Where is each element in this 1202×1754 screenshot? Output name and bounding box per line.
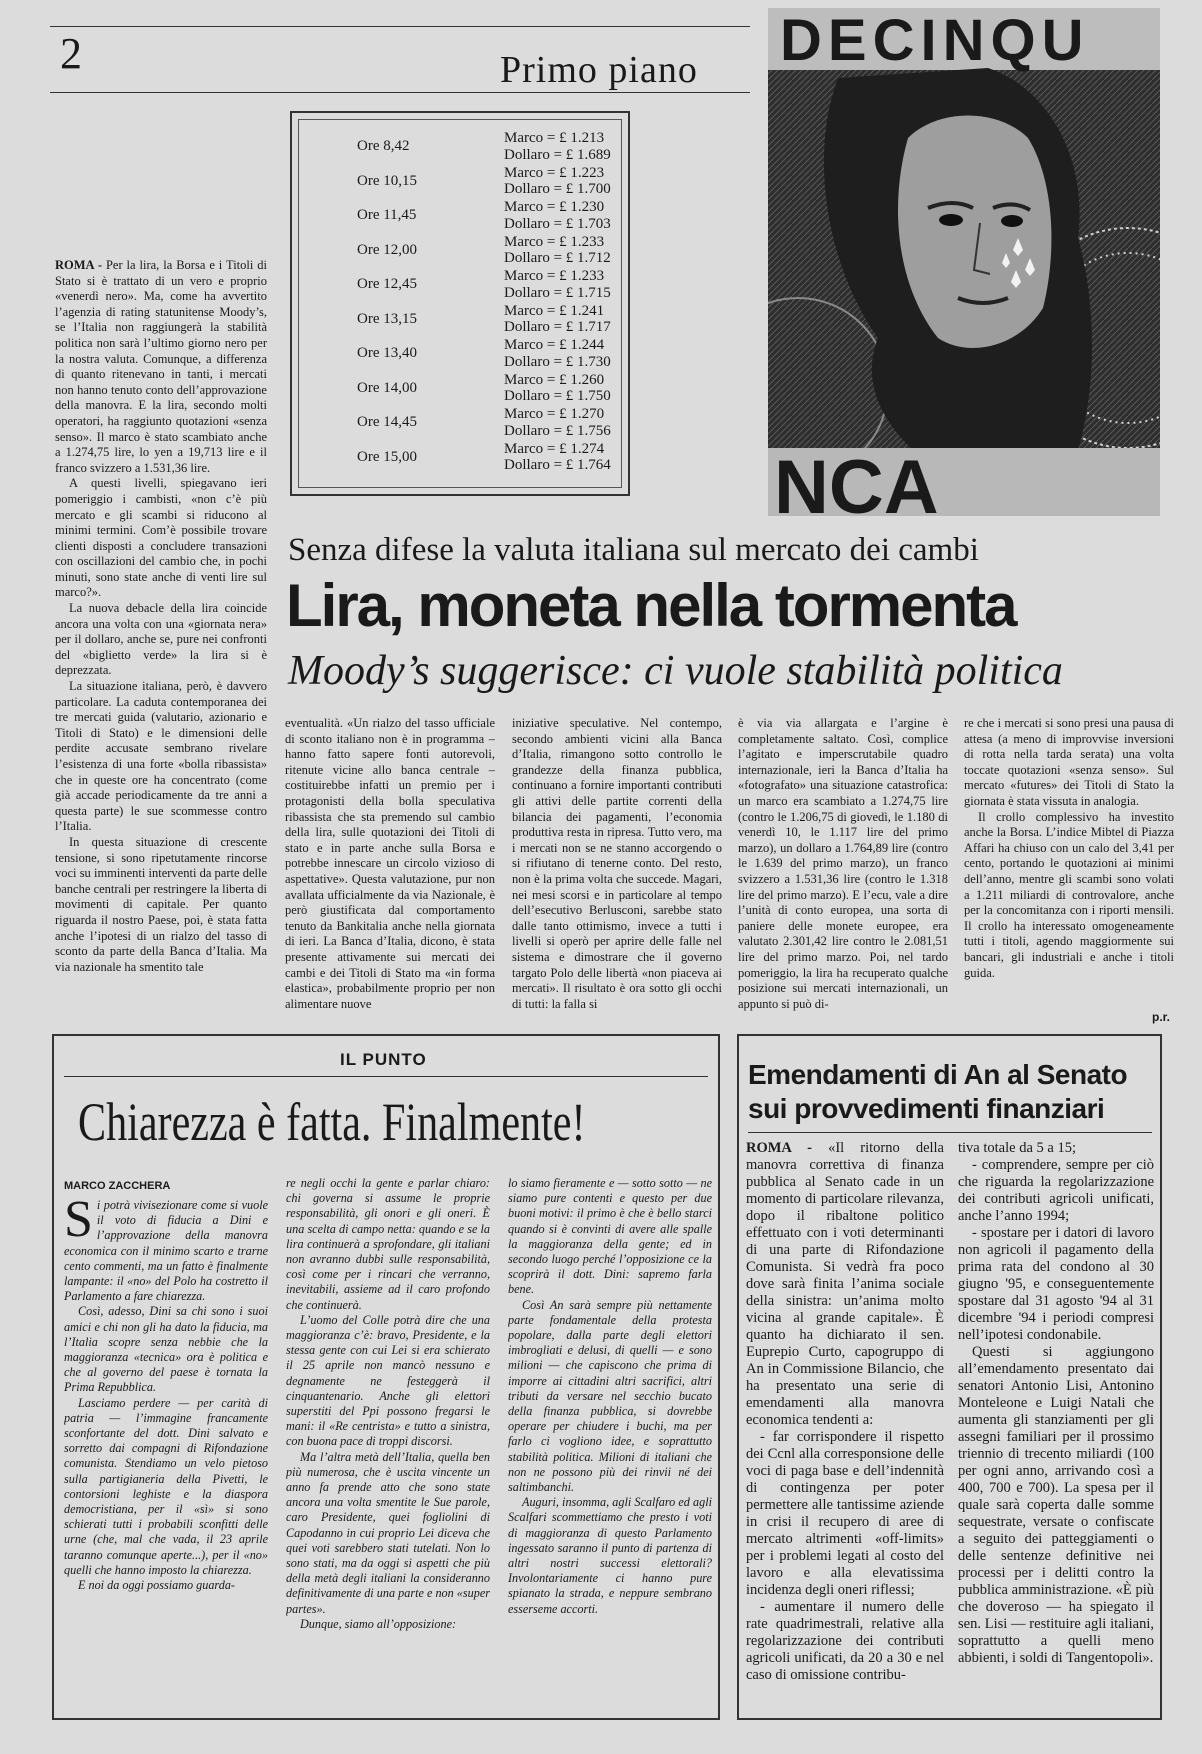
il-punto-paragraph: E noi da oggi possiamo guarda- (78, 1578, 235, 1593)
rate-marco: Marco = £ 1.233 (504, 233, 605, 250)
emendamenti-dateline: ROMA - (746, 1140, 813, 1156)
emendamenti-paragraph: - spostare per i datori di lavoro non agricoli il pagamento della prima rata del condono al 30 giugno '95, e conseguentemente spostare dal 31 agosto '94 al 31 dicembre '94 i periodi compresi nell’ipotesi condonabile. (958, 1225, 1154, 1343)
rate-marco: Marco = £ 1.213 (504, 130, 605, 146)
rate-time: Ore 8,42 (357, 138, 410, 154)
rate-dollaro: Dollaro = £ 1.715 (504, 284, 611, 301)
article-signature: p.r. (1152, 1010, 1171, 1024)
banknote-illustration (768, 8, 1160, 516)
rate-marco: Marco = £ 1.274 (504, 440, 605, 457)
rate-dollaro: Dollaro = £ 1.750 (504, 388, 611, 404)
banknote-bottom-text: NCA (774, 445, 939, 516)
article-headline: Lira, moneta nella tormenta (286, 572, 1016, 639)
rate-marco: Marco = £ 1.244 (504, 337, 605, 353)
article-paragraph: Il crollo complessivo ha investito anche la Borsa. L’indice Mibtel di Piazza Affari ha chiuso con un calo del 3,41 per cento, portando le quotazioni ai minimi dell’anno, mentre gli scambi sono volati a 1.211 miliardi di controvalore, anche per la concomitanza con i riporti mensili. Il crollo ha interessato omogeneamente tutti i titoli, agendo maggiormente sui bancari, gli industriali e anche i titoli guida. (964, 809, 1174, 980)
article-paragraph: In questa situazione di crescente tensione, si sono ripetutamente rincorse voci su imminenti interventi da parte delle banche centrali per restringere la liberta di movimenti di capitale. Per quanto riguarda il nostro Paese, poi, è stata fatta anche l’ipotesi di un rialzo del tasso di sconto da parte della Banca d’Italia. Ma via nazionale ha smentito tale (55, 834, 267, 974)
exchange-rate-row (299, 406, 621, 440)
rate-marco: Marco = £ 1.223 (504, 164, 605, 181)
article-column-2 (285, 716, 495, 1021)
article-dateline: ROMA - (55, 258, 102, 272)
banknote-top-text: DECINQU (780, 8, 1090, 73)
drop-cap: S (64, 1198, 93, 1248)
exchange-rate-row (299, 268, 621, 302)
banknote-illustration-svg (768, 8, 1160, 516)
rate-time: Ore 12,00 (357, 241, 417, 258)
il-punto-paragraph: L’uomo del Colle potrà dire che una maggioranza c’è: bravo, Presidente, e la stessa gente con cui Lei si era schierato il 25 aprile non mancò nessuno e degnamente ne festeggerà il cinquantenario. Anche gli elettori superstiti del Ppi possono fregarsi le mani: il «Re centrista» e tutto a sinistra, con buona pace di troppi discorsi. (286, 1312, 490, 1449)
rate-dollaro: Dollaro = £ 1.730 (504, 353, 611, 370)
rate-marco: Marco = £ 1.241 (504, 302, 605, 319)
exchange-rate-box (290, 111, 630, 496)
rate-values (504, 441, 611, 474)
section-title: Primo piano (500, 49, 698, 91)
emendamenti-title (748, 1058, 1127, 1126)
emendamenti-paragraph: - far corrispondere il rispetto dei Ccnl alla corresponsione delle voci di paga base e dell’indennità di contingenza per poter permettere alle tantissime aziende in crisi il recupero di aree di mercato altrimenti «off-limits» per i problemi legati al costo del lavoro e alla elevatissima incidenza degli oneri riflessi; (746, 1429, 944, 1598)
exchange-rate-row (299, 337, 621, 371)
article-paragraph: La situazione italiana, però, è davvero particolare. La caduta contemporanea dei tre mercati guida (valutario, azionario e Titoli di Stato) e le dimensioni delle perdite accusate sembrano rivelare l’esistenza di una forte «bolla ribassista» che in queste ore ha concentrato (come già accade periodicamente da tre anni a questa parte) le sue scommesse contro l’Italia. (55, 679, 267, 834)
emendamenti-paragraph: tiva totale da 5 a 15; (958, 1140, 1076, 1156)
rate-dollaro: Dollaro = £ 1.717 (504, 319, 611, 335)
rate-marco: Marco = £ 1.260 (504, 371, 605, 388)
il-punto-author: MARCO ZACCHERA (64, 1180, 171, 1192)
il-punto-paragraph: Ma l’altra metà dell’Italia, quella ben più numerosa, che è uscita vincente un anno fa prende atto che sono state ancora una volta smentite le Sue parole, caro Presidente, quei fogliolini di Capodanno in cui proprio Lei diceva che quei voti sarebbero stati tutelati. Non lo sono stati, ma da oggi si aspetti che più della metà degli italiani la consideranno definitivamente di una parte e non «super partes». (286, 1449, 490, 1616)
header-rule (50, 92, 750, 93)
emendamenti-title-line: sui provvedimenti finanziari (748, 1093, 1105, 1124)
il-punto-title: Chiarezza è fatta. Finalmente! (78, 1092, 586, 1152)
emendamenti-title-line: Emendamenti di An al Senato (748, 1059, 1128, 1090)
il-punto-label: IL PUNTO (340, 1050, 427, 1069)
rate-time: Ore 14,45 (357, 414, 417, 430)
il-punto-paragraph: lo siamo fieramente e — sotto sotto — ne siamo pure contenti e questo per due buoni motivi: il primo è che è bello starci quando si è convinti di avere alle spalle la maggioranza della gente; ed in secondo luogo perché l’opposizione ce la scoprirà il dott. Dini: sapremo farla bene. (508, 1176, 712, 1297)
rate-values (504, 268, 611, 301)
article-paragraph: eventualità. «Un rialzo del tasso ufficiale di sconto italiano non è in programma – hanno fatto sapere fonti autorevoli, ritenute vicine allo banca centrale – costituirebbe infatti un premio per i protagonisti della bolla speculativa ribassista che sta premendo sul cambio della lira, sulle quotazioni dei Titoli di stato e in parte anche sulla Borsa e potrebbe innescare un circolo vizioso di aspettative». Questa valutazione, pur non avallata ufficialmente da via Nazionale, è però giustificata dal comportamento tenuto da Bankitalia anche nella giornata di ieri. La Banca d’Italia, dicono, è stata presente attivamente sui mercati dei cambi e dei Titoli di Stato ma «in forma elastica», probabilmente proprio per non alimentare nuove (285, 716, 495, 1011)
article-paragraph: è via via allargata e l’argine è completamente saltato. Così, complice l’agitato e imperscrutabile quadro internazionale, ieri la Banca d’Italia ha «fotografato» una situazione catastrofica: un marco era scambiato a 1.274,75 lire (contro le 1.206,75 di giovedì, le 1.180 di venerdì 10, le 1.117 lire del primo marzo), un dollaro a 1.764,89 lire (contro le 1.639 del primo marzo), un franco svizzero a 1.531,36 lire (contro le 1.318 lire del primo marzo). E l’ecu, vale a dire l’unità di conto europea, una sorta di paniere delle monete europee, era valutato 2.301,42 lire contro le 2.081,51 lire del primo marzo. Poi, nel tardo pomeriggio, la lira ha recuperato qualche posizione sui mercati internazionali, un appunto si può di- (738, 716, 948, 1011)
rate-values (504, 406, 611, 439)
top-rule (50, 26, 750, 27)
article-paragraph: Per la lira, la Borsa e i Titoli di Stato si è trattato di un vero e proprio «venerdì nero». Ma, come ha avvertito l’agenzia di rating statunitense Moody’s, se l’Italia non raggiungerà la stabilità politica non sarà l’ultimo giorno nero per la nostra valuta. Comunque, a differenza di quanto ritenevano in tanti, i mercati non hanno tenuto conto dell’approvazione della manovra. E la lira, secondo molti operatori, ha raggiunto quotazioni «senza senso». Il marco è stato scambiato anche a 1.274,75 lire, lo yen a 19,713 lire e il franco svizzero a 1.531,36 lire. (55, 258, 267, 475)
article-column-4 (738, 716, 948, 1021)
rate-dollaro: Dollaro = £ 1.700 (504, 181, 611, 197)
exchange-rate-row (299, 165, 621, 199)
rate-time: Ore 12,45 (357, 276, 417, 292)
article-column-3 (512, 716, 722, 1021)
emendamenti-column-2 (958, 1140, 1154, 1714)
rate-marco: Marco = £ 1.233 (504, 268, 605, 284)
rate-values (504, 372, 611, 405)
emendamenti-column-1 (746, 1140, 944, 1714)
rate-time: Ore 15,00 (357, 448, 417, 465)
il-punto-paragraph: Così, adesso, Dini sa chi sono i suoi amici e chi non gli ha dato la fiducia, ma l’Italia scopre senza nebbie che la maggioranza «tecnica» ora è politica e che al governo del paese è tornata la Prima Repubblica. (64, 1304, 268, 1395)
il-punto-rule (64, 1076, 708, 1077)
il-punto-paragraph: Lasciamo perdere — per carità di patria — l’immagine francamente sconfortante del dott. Dini salvato e sorretto dai compagni di Rifondazione comunista. Stendiamo un velo pietoso sulla partigianeria della Pivetti, le contorsioni leghiste e la diaspora democristiana, per il «sì» si sono schierati tutti i probabili sconfitti delle urne (che, mal che vada, il 23 aprile taranno comunque aperte...), per il «no» quelli che hanno imposto la chiarezza. (64, 1395, 268, 1577)
exchange-rate-row (299, 441, 621, 475)
rate-values (504, 234, 611, 267)
il-punto-column-1 (64, 1198, 268, 1712)
rate-time: Ore 14,00 (357, 379, 417, 396)
article-paragraph: re che i mercati si sono presi una pausa di attesa (a meno di improvvise inversioni di rotta nella tarda serata) una volta toccate quotazioni «senza senso». Sul mercato «futures» dei Titoli di Stato la giornata è stata vissuta in analogia. (964, 716, 1174, 808)
il-punto-column-3 (508, 1176, 712, 1712)
rate-values (504, 337, 611, 370)
rate-dollaro: Dollaro = £ 1.703 (504, 215, 611, 232)
rate-time: Ore 13,40 (357, 345, 417, 361)
article-paragraph: iniziative speculative. Nel contempo, secondo ambienti vicini alla Banca d’Italia, rimangono sotto controllo le grandezze della finanza pubblica, continuano a fornire importanti contributi gli attivi delle partite correnti della bilancia dei pagamenti, l’economia produttiva resta in ripresa. Tutto vero, ma i mercati non se ne stanno accorgendo o si rifiutano di tenerne conto. Del resto, non è la prima volta che succede. Magari, nei mesi scorsi e in particolare al tempo dell’esecutivo Berlusconi, sarebbe stato dalle tanto ottimismo, invece a tutti i livelli si operò per aprire delle falle nel sistema e dimostrare che il governo targato Polo delle libertà «non piaceva ai mercati». Il risultato è ora sotto gli occhi di tutti: la falla si (512, 716, 722, 1011)
exchange-rate-table (298, 119, 622, 488)
rate-values (504, 130, 611, 163)
rate-dollaro: Dollaro = £ 1.712 (504, 250, 611, 266)
emendamenti-rule (748, 1132, 1152, 1133)
exchange-rate-row (299, 234, 621, 268)
rate-values (504, 303, 611, 336)
emendamenti-paragraph: Questi si aggiungono all’emendamento presentato dai senatori Antonio Lisi, Antonino Monteleone e Luigi Natali che aumenta gli stanziamenti per gli assegni familiari per il prossimo triennio di trecento miliardi (100 per ogni anno, arrivando così a 400, 700 e 700). La spesa per il quale sarà coperta dalle somme sequestrate, versate o confiscate a seguito dei patteggiamenti o delle sentenze definitive nei processi per i delitti contro la pubblica amministrazione. «È più che doveroso — ha spiegato il sen. Lisi — restituire agli italiani, soprattutto a quelli meno abbienti, i soldi di Tangentopoli». (958, 1344, 1154, 1666)
emendamenti-paragraph: «Il ritorno della manovra correttiva di finanza pubblica al Senato cade in un momento di particolare rilevanza, dopo il ribaltone politico effettuato con i voti determinanti di una parte di Rifondazione Comunista. Si vedrà fra poco dove sarà finita l’anima sociale della sinistra: un’anima molto vicina al grande capitale». È quanto ha dichiarato il sen. Euprepio Curto, capogruppo di An in Commissione Bilancio, che ha presentato una serie di emendamenti alla manovra economica tendenti a: (746, 1140, 944, 1428)
rate-marco: Marco = £ 1.230 (504, 199, 605, 215)
rate-dollaro: Dollaro = £ 1.764 (504, 457, 611, 473)
article-kicker: Senza difese la valuta italiana sul mercato dei cambi (288, 532, 979, 568)
emendamenti-paragraph: - aumentare il numero delle rate quadrimestrali, relative alla regolarizzazione dei contributi agricoli unificati, da 20 a 30 e nel caso di omissione contribu- (746, 1599, 944, 1683)
il-punto-paragraph: re negli occhi la gente e parlar chiaro: chi governa si assume le proprie responsabilità, gli onori e gli oneri. È una scelta di campo netta: quando e se la lira continuerà a sprofondare, gli italiani non avranno dubbi sulle responsabilità, così come per i rincari che verranno, inevitabili, assieme ad il caro profondo che continuerà. (286, 1176, 490, 1312)
article-paragraph: La nuova debacle della lira coincide ancora una volta con una «giornata nera» per il dollaro, anche se, pure nei confronti del «biglietto verde» la lira si è deprezzata. (55, 601, 267, 678)
il-punto-paragraph: Auguri, insomma, agli Scalfaro ed agli Scalfari scommettiamo che presto i voti di maggioranza di questo Parlamento ingessato saranno il punto di partenza di altri nostri successi elettorali? Involontariamente ci hanno pure spianato la strada, e neppure sembrano esserseme accorti. (508, 1495, 712, 1616)
rate-dollaro: Dollaro = £ 1.689 (504, 146, 611, 163)
il-punto-column-2 (286, 1176, 490, 1712)
rate-time: Ore 13,15 (357, 310, 417, 327)
rate-time: Ore 11,45 (357, 207, 417, 223)
page-number: 2 (60, 29, 82, 78)
il-punto-paragraph: Dunque, siamo all’opposizione: (300, 1616, 457, 1631)
article-subhead: Moody’s suggerisce: ci vuole stabilità politica (288, 648, 1063, 694)
exchange-rate-row (299, 130, 621, 164)
il-punto-paragraph: i potrà vivisezionare come si vuole il voto di fiducia a Dini e l’approvazione della manovra economica con il minimo scarto e trarne cento commenti, ma un fatto è finalmente lampante: il «no» del Polo ha costretto il Parlamento a fare chiarezza. (64, 1198, 268, 1304)
rate-marco: Marco = £ 1.270 (504, 406, 605, 422)
rate-values (504, 199, 611, 232)
article-paragraph: A questi livelli, spiegavano ieri pomeriggio i cambisti, «non c’è più mercato e gli scambi si riducono al minimi termini. Com’è possibile trovare clienti disposti a concludere transazioni con oscillazioni del cambio che, in pochi minuti, sono state anche di venti lire sul marco?». (55, 476, 267, 600)
exchange-rate-row (299, 303, 621, 337)
article-column-1 (55, 258, 267, 1028)
il-punto-paragraph: Così An sarà sempre più nettamente parte fondamentale della protesta popolare, dalla parte degli elettori imbrogliati e delusi, di quelli — e sono milioni — che capiscono che prima di imporre ai cittadini altri sacrifici, altri tributi da versare nel secchio bucato della finanza pubblica, si dovrebbe operare per chiudere i buchi, ma per farlo ci vogliono idee, e soprattutto stabilità politica. Milioni di italiani che non ne possono più dei rinvii né dei saltimbanchi. (508, 1297, 712, 1495)
rate-dollaro: Dollaro = £ 1.756 (504, 422, 611, 439)
emendamenti-paragraph: - comprendere, sempre per ciò che riguarda la regolarizzazione dei contributi agricoli unificati, anche l’anno 1994; (958, 1157, 1154, 1224)
exchange-rate-row (299, 372, 621, 406)
rate-values (504, 165, 611, 198)
exchange-rate-row (299, 199, 621, 233)
article-column-5 (964, 716, 1174, 1006)
rate-time: Ore 10,15 (357, 172, 417, 189)
